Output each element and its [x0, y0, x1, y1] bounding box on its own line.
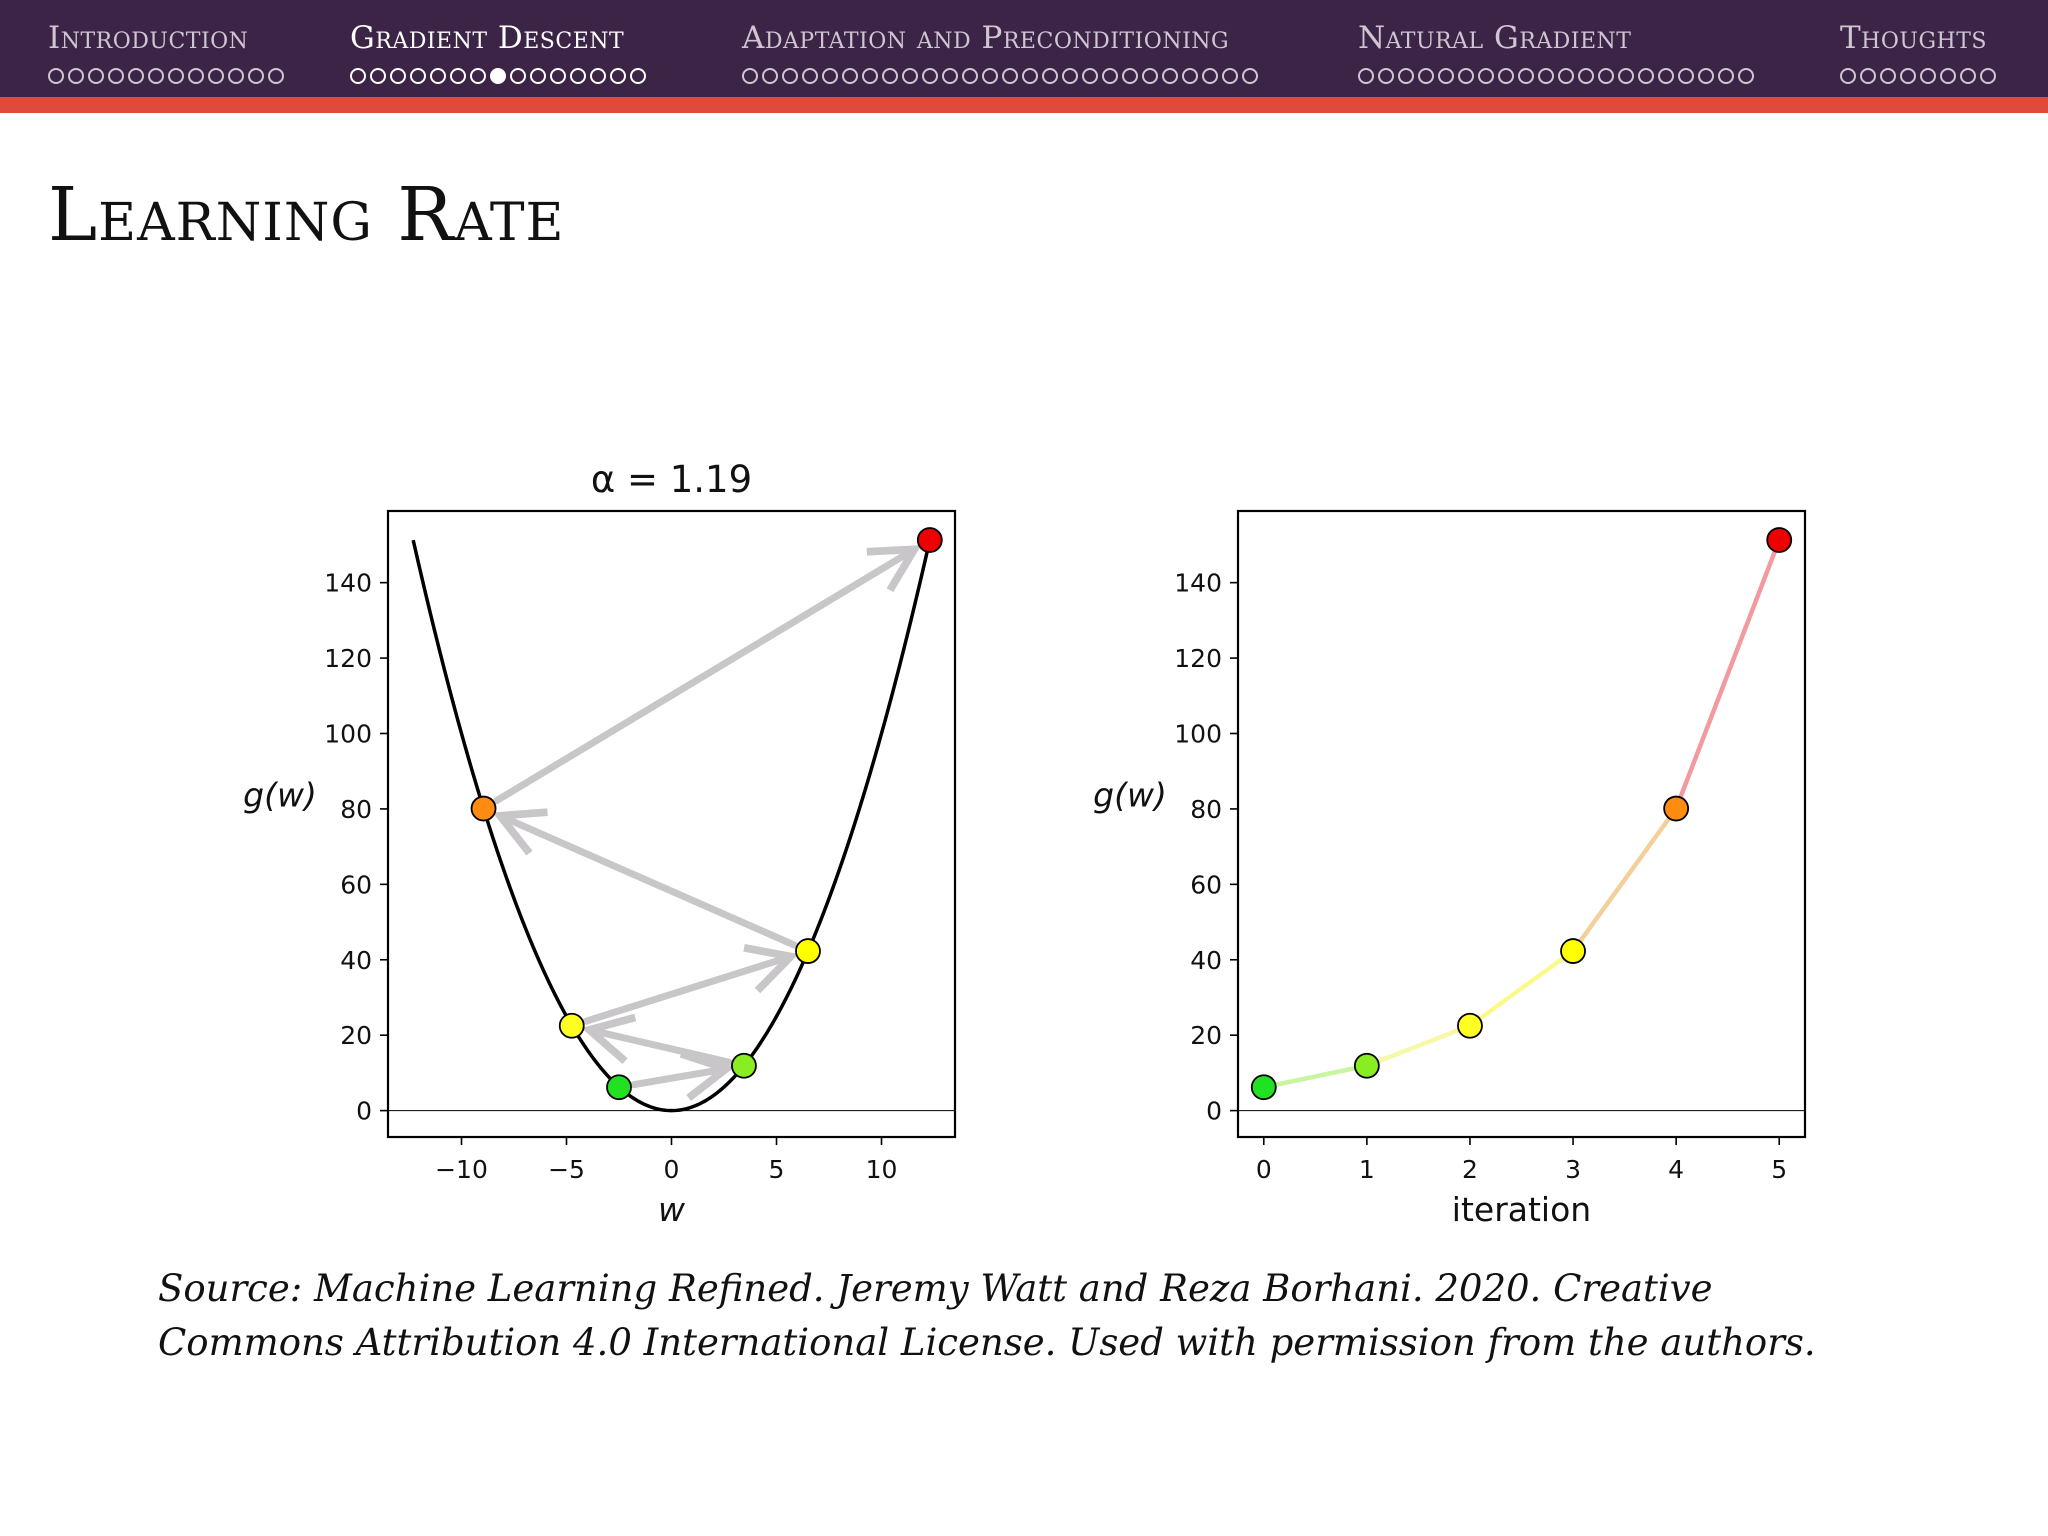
step-arrow — [496, 549, 914, 800]
weight-point — [796, 939, 820, 963]
y-tick-label: 0 — [1206, 1096, 1222, 1126]
nav-title-gradient-descent[interactable]: Gradient Descent — [350, 20, 625, 56]
y-tick-label: 80 — [1190, 794, 1222, 824]
x-axis-label: w — [658, 1190, 685, 1229]
chart-left-cost-function — [243, 458, 955, 1229]
x-tick-label: 5 — [768, 1155, 785, 1184]
weight-point — [918, 528, 942, 552]
weight-point — [472, 797, 496, 821]
weight-point — [607, 1075, 631, 1099]
history-point — [1355, 1054, 1379, 1078]
history-point — [1561, 939, 1585, 963]
y-tick-label: 100 — [324, 719, 372, 749]
nav-title-thoughts[interactable]: Thoughts — [1840, 20, 1987, 56]
x-tick-label: 2 — [1462, 1155, 1478, 1184]
x-tick-label: 0 — [663, 1155, 680, 1184]
y-axis-label: g(w) — [1093, 775, 1167, 815]
y-tick-label: 140 — [324, 568, 372, 598]
y-tick-label: 20 — [1190, 1021, 1222, 1051]
history-point — [1458, 1014, 1482, 1038]
history-segment — [1367, 1026, 1470, 1066]
page-title: Learning Rate — [48, 172, 565, 258]
history-point — [1664, 797, 1688, 821]
step-arrow — [500, 816, 794, 945]
chart-title: α = 1.19 — [590, 458, 753, 501]
y-tick-label: 40 — [340, 945, 372, 975]
x-tick-label: 1 — [1358, 1155, 1375, 1184]
y-axis-label: g(w) — [243, 775, 317, 815]
x-tick-label: 10 — [865, 1155, 898, 1184]
y-tick-label: 120 — [1174, 644, 1222, 674]
plot-frame — [1238, 511, 1805, 1137]
step-arrow — [634, 1069, 726, 1085]
x-tick-label: −5 — [548, 1155, 585, 1184]
history-segment — [1264, 1066, 1367, 1087]
step-arrow — [589, 1030, 729, 1063]
step-arrow — [586, 957, 791, 1022]
y-tick-label: 140 — [1174, 568, 1222, 598]
cost-function-curve — [413, 540, 930, 1111]
history-segment — [1676, 540, 1779, 809]
weight-point — [560, 1014, 584, 1038]
nav-title-adaptation[interactable]: Adaptation and Preconditioning — [742, 20, 1230, 56]
x-tick-label: 3 — [1565, 1155, 1581, 1184]
x-tick-label: 5 — [1771, 1155, 1788, 1184]
y-tick-label: 60 — [1190, 870, 1222, 900]
y-tick-label: 0 — [356, 1096, 372, 1126]
y-tick-label: 20 — [340, 1021, 372, 1051]
plot-frame — [388, 511, 955, 1137]
history-point — [1767, 528, 1791, 552]
x-tick-label: −10 — [435, 1155, 488, 1184]
x-tick-label: 0 — [1255, 1155, 1272, 1184]
y-tick-label: 80 — [340, 794, 372, 824]
chart-right-cost-history — [1093, 511, 1805, 1229]
source-caption: Source: Machine Learning Refined. Jeremy Watt and Reza Borhani. 2020. Creative Commons Attribution 4.0 International License. Used with permission from the authors. — [158, 1267, 1816, 1364]
x-axis-label: iteration — [1451, 1190, 1592, 1229]
y-tick-label: 100 — [1174, 719, 1222, 749]
history-segment — [1470, 951, 1573, 1026]
y-tick-label: 120 — [324, 644, 372, 674]
weight-point — [732, 1054, 756, 1078]
nav-title-natural-gradient[interactable]: Natural Gradient — [1358, 20, 1632, 56]
x-tick-label: 4 — [1668, 1155, 1685, 1184]
y-tick-label: 60 — [340, 870, 372, 900]
nav-title-introduction[interactable]: Introduction — [48, 20, 249, 56]
y-tick-label: 40 — [1190, 945, 1222, 975]
history-segment — [1573, 809, 1676, 952]
history-point — [1252, 1075, 1276, 1099]
